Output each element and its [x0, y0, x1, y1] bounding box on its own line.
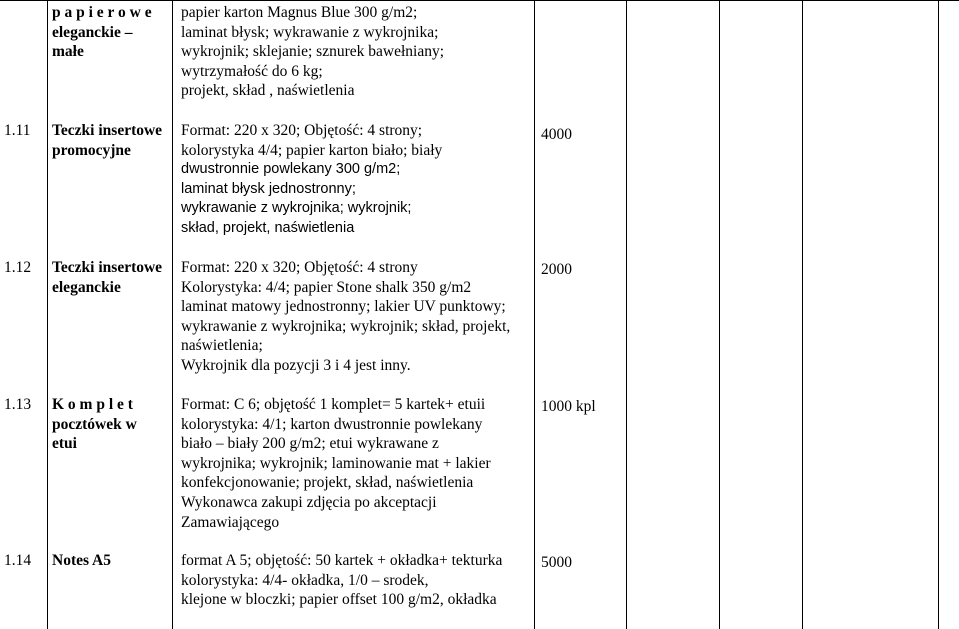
- grid-line-col-6: [802, 0, 803, 629]
- row-4-quantity: 5000: [541, 554, 572, 571]
- row-3-name-line: etui: [52, 435, 77, 453]
- row-4-number: 1.14: [4, 552, 32, 569]
- row-1-desc-line: laminat błysk jednostronny;: [181, 180, 356, 197]
- row-0-name-line: eleganckie –: [52, 23, 133, 41]
- row-2-description: [181, 258, 510, 376]
- row-4-description: [181, 551, 502, 610]
- row-0-description: [181, 3, 444, 101]
- row-1-desc-line: kolorystyka 4/4; papier karton biało; biały: [181, 141, 443, 159]
- row-2-desc-line: Format: 220 x 320; Objętość: 4 strony: [181, 259, 418, 276]
- grid-line-top: [0, 0, 959, 1]
- row-0-desc-line: wykrojnik; sklejanie; sznurek bawełniany;: [181, 43, 445, 61]
- grid-line-col-7: [938, 0, 939, 629]
- row-3-name-line: pocztówek w: [52, 415, 137, 433]
- row-1-name: [52, 121, 162, 160]
- row-0-desc-line: laminat błysk; wykrawanie z wykrojnika;: [181, 23, 439, 41]
- row-3-name: [52, 395, 137, 454]
- row-3-name-line: K o m p l e t: [52, 396, 133, 413]
- row-1-desc-line: skład, projekt, naświetlenia: [181, 219, 355, 236]
- row-3-desc-line: Zamawiającego: [181, 513, 280, 531]
- row-1-quantity: 4000: [541, 126, 572, 143]
- row-3-quantity: 1000 kpl: [541, 398, 596, 415]
- grid-line-col-1: [47, 0, 48, 629]
- row-3-desc-line: Format: C 6; objętość 1 komplet= 5 kartek+ etuii: [181, 396, 486, 413]
- row-2-desc-line: laminat matowy jednostronny; lakier UV punktowy;: [181, 298, 506, 316]
- row-2-quantity: 2000: [541, 261, 572, 278]
- row-2-name-line: eleganckie: [52, 278, 121, 296]
- row-3-desc-line: konfekcjonowanie; projekt, skład, naświetlenia: [181, 474, 474, 492]
- row-1-desc-line: dwustronnie powlekany 300 g/m2;: [181, 161, 401, 178]
- row-2-desc-line: Wykrojnik dla pozycji 3 i 4 jest inny.: [181, 356, 411, 374]
- row-1-description: [181, 121, 442, 239]
- row-2-number: 1.12: [4, 259, 32, 276]
- row-2-desc-line: Kolorystyka: 4/4; papier Stone shalk 350 g/m2: [181, 278, 472, 296]
- grid-line-col-3: [534, 0, 535, 629]
- row-2-name-line: Teczki insertowe: [52, 259, 163, 276]
- grid-line-col-4: [626, 0, 627, 629]
- row-4-desc-line: format A 5; objętość: 50 kartek + okładka+ tekturka: [181, 552, 503, 569]
- row-3-desc-line: biało – biały 200 g/m2; etui wykrawane z: [181, 435, 439, 453]
- row-3-desc-line: kolorystyka: 4/1; karton dwustronnie powlekany: [181, 415, 483, 433]
- row-4-desc-line: klejone w bloczki; papier offset 100 g/m2, okładka: [181, 591, 497, 609]
- row-4-name-line: Notes A5: [52, 552, 111, 569]
- row-2-desc-line: wykrawanie z wykrojnika; wykrojnik; skład, projekt,: [181, 317, 511, 335]
- row-3-desc-line: Wykonawca zakupi zdjęcia po akceptacji: [181, 493, 437, 511]
- row-1-name-line: promocyjne: [52, 141, 131, 159]
- row-3-description: [181, 395, 491, 532]
- grid-line-col-5: [719, 0, 720, 629]
- row-2-desc-line: naświetlenia;: [181, 337, 263, 355]
- row-2-name: [52, 258, 162, 297]
- row-0-desc-line: projekt, skład , naświetlenia: [181, 82, 355, 100]
- row-0-desc-line: papier karton Magnus Blue 300 g/m2;: [181, 4, 418, 21]
- row-0-name-line: małe: [52, 43, 84, 61]
- row-1-number: 1.11: [4, 122, 31, 139]
- row-3-desc-line: wykrojnika; wykrojnik; laminowanie mat + lakier: [181, 454, 491, 472]
- row-1-desc-line: wykrawanie z wykrojnika; wykrojnik;: [181, 200, 412, 217]
- row-1-name-line: Teczki insertowe: [52, 122, 163, 139]
- row-0-name: [52, 3, 152, 62]
- row-4-desc-line: kolorystyka: 4/4- okładka, 1/0 – srodek,: [181, 571, 429, 589]
- row-3-number: 1.13: [4, 396, 32, 413]
- grid-line-col-2: [172, 0, 173, 629]
- row-0-name-line: p a p i e r o w e: [52, 4, 152, 21]
- row-4-name: [52, 551, 111, 571]
- row-0-desc-line: wytrzymałość do 6 kg;: [181, 62, 323, 80]
- row-1-desc-line: Format: 220 x 320; Objętość: 4 strony;: [181, 122, 423, 139]
